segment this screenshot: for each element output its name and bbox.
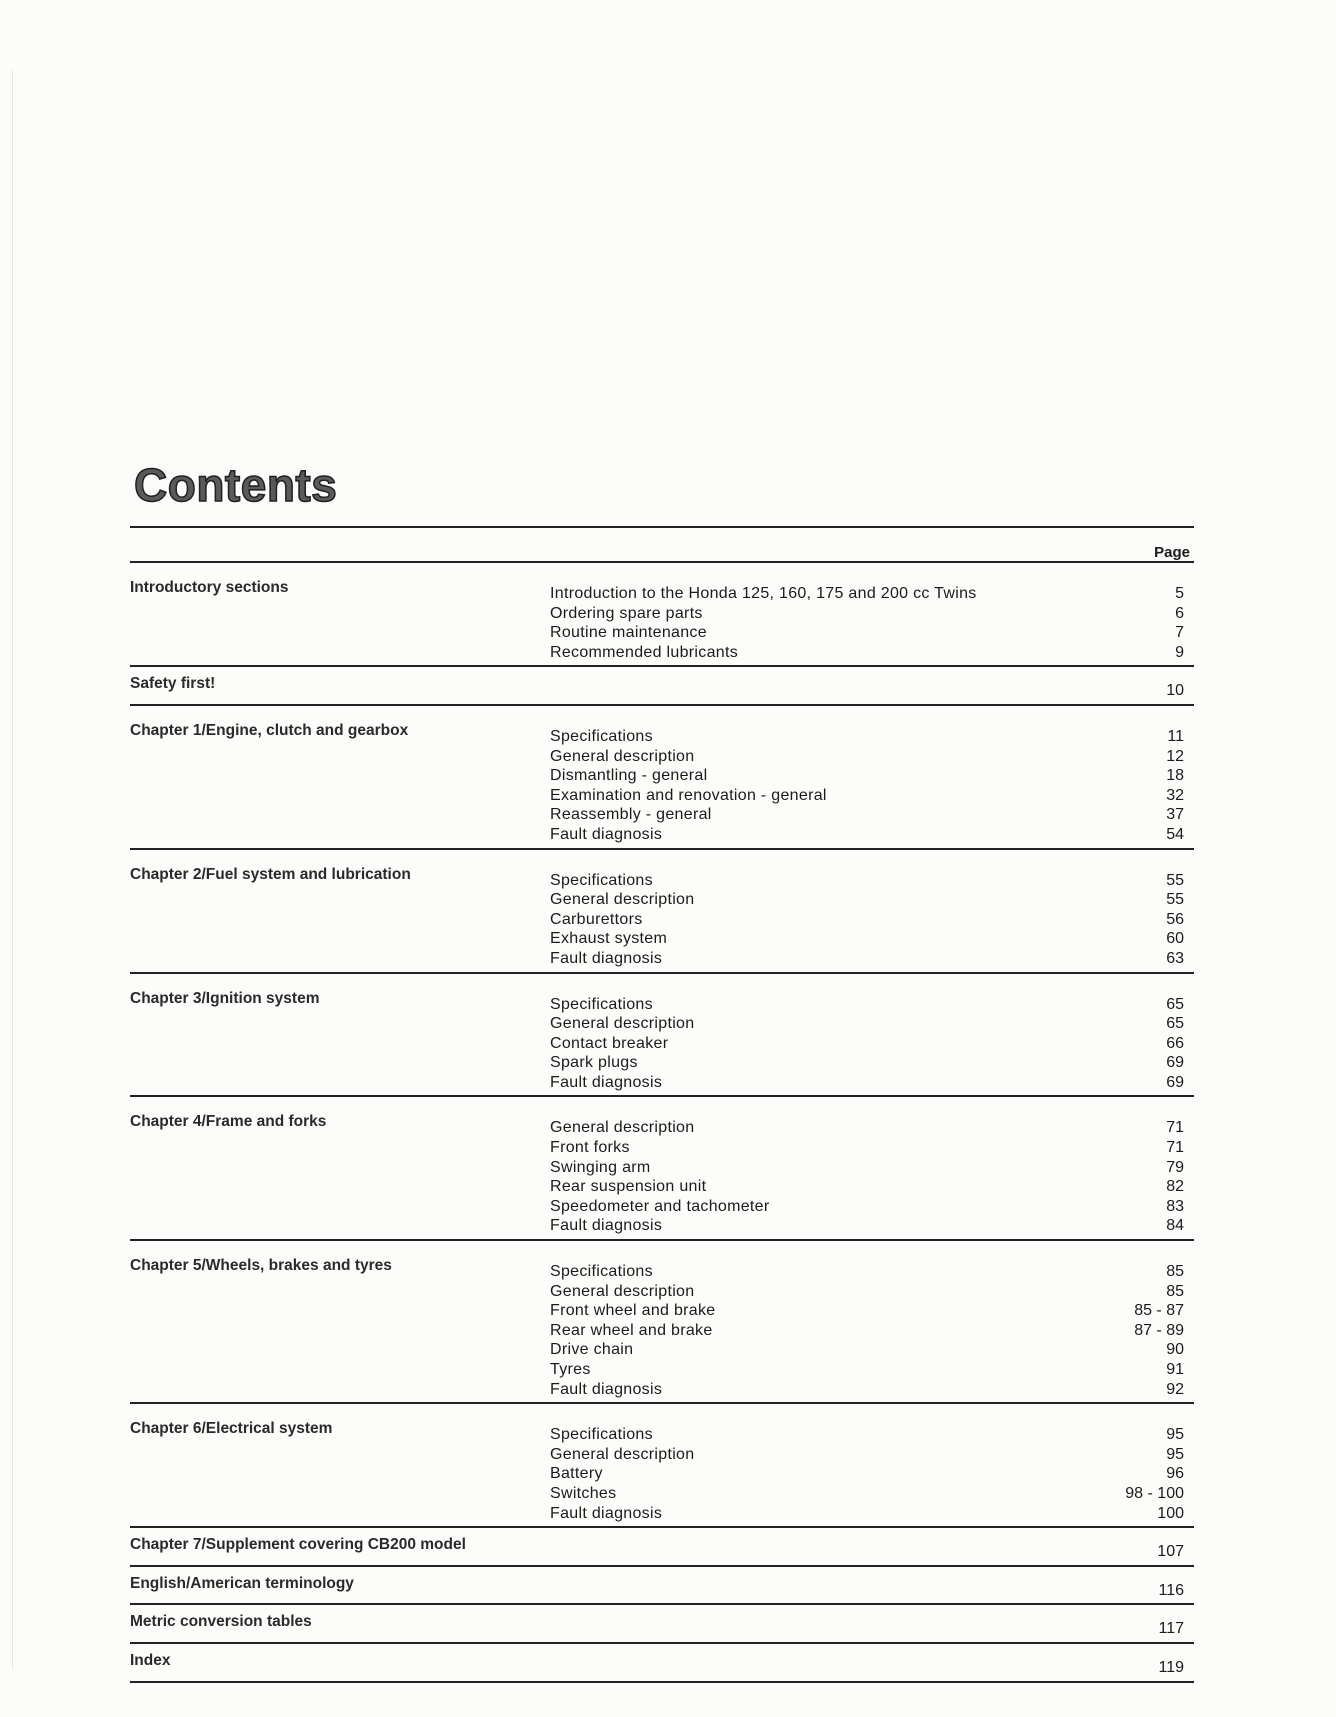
section-entries	[550, 667, 1044, 704]
toc-section	[130, 706, 1194, 850]
toc-entry-label: General description	[550, 1445, 695, 1463]
toc-entry-page: 11	[1167, 727, 1184, 745]
toc-entry-page: 9	[1175, 643, 1184, 661]
toc-entry-label: Exhaust system	[550, 930, 668, 948]
toc-entry-label: Swinging arm	[550, 1158, 651, 1176]
toc-entry-page: 79	[1166, 1158, 1184, 1176]
toc-entry-label: Specifications	[550, 995, 653, 1013]
toc-entry-label: Front forks	[550, 1139, 630, 1157]
toc-entry-label: Battery	[550, 1465, 603, 1483]
toc-entry-page: 91	[1166, 1361, 1184, 1378]
toc-entry-label: Specifications	[550, 1263, 653, 1281]
section-title: Safety first!	[130, 675, 216, 693]
toc-section	[130, 1097, 1194, 1241]
toc-entry-page: 84	[1166, 1217, 1184, 1235]
toc-entry-page: 63	[1166, 949, 1184, 967]
toc-section	[130, 1567, 1194, 1606]
section-page: 116	[1158, 1581, 1184, 1599]
toc-entry-label: Fault diagnosis	[550, 825, 663, 843]
toc-entry-page: 71	[1166, 1139, 1184, 1157]
section-page-numbers	[1044, 1644, 1194, 1681]
toc-entry-page: 55	[1166, 891, 1184, 909]
section-title: Introductory sections	[130, 579, 289, 596]
toc-entry-page: 5	[1175, 585, 1184, 602]
section-page-numbers	[1044, 1528, 1194, 1565]
section-title: Chapter 6/Electrical system	[130, 1420, 333, 1438]
toc-entry-page: 98 - 100	[1125, 1484, 1184, 1502]
toc-entry-label: Specifications	[550, 1426, 653, 1444]
section-title: Chapter 3/Ignition system	[130, 989, 320, 1007]
section-title: Chapter 5/Wheels, brakes and tyres	[130, 1257, 392, 1275]
section-entries	[550, 706, 1044, 848]
toc-entry-page: 83	[1166, 1197, 1184, 1215]
section-page: 117	[1158, 1620, 1184, 1638]
toc-entry-label: Fault diagnosis	[550, 949, 663, 967]
toc-entry-page: 54	[1166, 825, 1184, 843]
toc-entry-page: 32	[1166, 786, 1184, 804]
toc-section	[130, 1528, 1194, 1567]
toc-entry-page: 18	[1166, 767, 1184, 785]
toc-entry-label: Drive chain	[550, 1341, 634, 1359]
section-entries	[550, 1644, 1044, 1681]
page-column-header: Page	[1154, 544, 1190, 561]
section-title: Chapter 2/Fuel system and lubrication	[130, 865, 411, 883]
toc-sections	[130, 561, 1194, 1683]
toc-entry-page: 56	[1166, 910, 1184, 928]
toc-entry-label: Fault diagnosis	[550, 1504, 663, 1522]
toc-entry-page: 92	[1166, 1380, 1184, 1398]
section-page-numbers	[1044, 974, 1194, 1096]
toc-entry-page: 95	[1166, 1426, 1184, 1444]
toc-entry-label: General description	[550, 1015, 695, 1033]
contents-page	[130, 459, 1194, 1683]
toc-entry-page: 60	[1166, 930, 1184, 948]
section-page-numbers	[1044, 1404, 1194, 1526]
toc-entry-label: General description	[550, 1119, 695, 1137]
toc-entry-label: Front wheel and brake	[550, 1302, 716, 1320]
toc-entry-page: 55	[1166, 871, 1184, 889]
toc-section	[130, 563, 1194, 667]
section-page-numbers	[1044, 667, 1194, 704]
section-title: Metric conversion tables	[130, 1613, 312, 1631]
toc-entry-page: 95	[1166, 1445, 1184, 1463]
toc-entry-page: 82	[1166, 1178, 1184, 1196]
toc-section	[130, 974, 1194, 1098]
toc-entry-page: 7	[1175, 624, 1184, 642]
section-page: 10	[1166, 682, 1184, 700]
toc-entry-label: Speedometer and tachometer	[550, 1197, 770, 1215]
toc-entry-label: Specifications	[550, 871, 653, 889]
toc-entry-label: Reassembly - general	[550, 806, 712, 824]
toc-entry-label: Fault diagnosis	[550, 1073, 663, 1091]
toc-entry-label: Routine maintenance	[550, 624, 707, 642]
section-page-numbers	[1044, 1241, 1194, 1402]
toc-entry-label: Contact breaker	[550, 1034, 669, 1052]
toc-section	[130, 1644, 1194, 1683]
toc-entry-page: 96	[1166, 1465, 1184, 1483]
toc-entry-page: 66	[1166, 1034, 1184, 1052]
toc-entry-label: General description	[550, 747, 695, 765]
toc-section	[130, 667, 1194, 706]
section-entries	[550, 1097, 1044, 1239]
toc-entry-page: 12	[1166, 747, 1184, 765]
toc-section	[130, 1605, 1194, 1644]
toc-entry-page: 65	[1166, 1015, 1184, 1033]
toc-entry-page: 6	[1175, 604, 1184, 622]
toc-entry-label: Ordering spare parts	[550, 604, 703, 622]
toc-entry-label: Carburettors	[550, 910, 643, 928]
toc-entry-page: 69	[1166, 1073, 1184, 1091]
toc-entry-label: Switches	[550, 1484, 617, 1502]
toc-entry-page: 71	[1166, 1119, 1184, 1137]
toc-entry-label: Dismantling - general	[550, 767, 708, 785]
section-entries	[550, 974, 1044, 1096]
toc-entry-page: 69	[1166, 1054, 1184, 1072]
toc-entry-label: Rear wheel and brake	[550, 1321, 713, 1339]
section-page-numbers	[1044, 1567, 1194, 1604]
toc-entry-label: Fault diagnosis	[550, 1380, 663, 1398]
section-entries	[550, 850, 1044, 972]
toc-entry-page: 85	[1166, 1282, 1184, 1300]
section-page-numbers	[1044, 850, 1194, 972]
section-entries	[550, 563, 1044, 665]
section-page-numbers	[1044, 1097, 1194, 1239]
section-title: Chapter 4/Frame and forks	[130, 1113, 327, 1131]
section-title: Chapter 7/Supplement covering CB200 model	[130, 1536, 466, 1554]
section-entries	[550, 1404, 1044, 1526]
toc-entry-label: Specifications	[550, 727, 653, 745]
section-page-numbers	[1044, 563, 1194, 665]
toc-entry-page: 87 - 89	[1134, 1321, 1184, 1339]
section-page-numbers	[1044, 1605, 1194, 1642]
toc-entry-label: Recommended lubricants	[550, 643, 739, 661]
toc-entry-label: Examination and renovation - general	[550, 786, 827, 804]
toc-entry-label: General description	[550, 891, 695, 909]
toc-entry-page: 85 - 87	[1134, 1302, 1184, 1320]
toc-entry-page: 37	[1166, 806, 1184, 824]
toc-entry-page: 90	[1166, 1341, 1184, 1359]
section-entries	[550, 1567, 1044, 1604]
toc-entry-label: Fault diagnosis	[550, 1217, 663, 1235]
toc-section	[130, 1404, 1194, 1528]
toc-entry-label: Tyres	[550, 1361, 591, 1378]
section-title: Index	[130, 1651, 171, 1669]
section-entries	[550, 1605, 1044, 1642]
section-title: Chapter 1/Engine, clutch and gearbox	[130, 721, 409, 739]
page-title: Contents	[134, 459, 338, 511]
section-entries	[550, 1241, 1044, 1402]
page-edge-shadow	[12, 70, 13, 1670]
section-title: English/American terminology	[130, 1574, 354, 1592]
section-page: 107	[1157, 1543, 1184, 1561]
toc-entry-page: 100	[1157, 1504, 1184, 1522]
toc-section	[130, 1241, 1194, 1404]
toc-entry-label: Rear suspension unit	[550, 1178, 707, 1196]
toc-entry-label: Spark plugs	[550, 1054, 638, 1072]
section-page: 119	[1158, 1658, 1184, 1676]
toc-entry-page: 85	[1166, 1263, 1184, 1281]
section-entries	[550, 1528, 1044, 1565]
toc-section	[130, 850, 1194, 974]
toc-entry-label: General description	[550, 1282, 695, 1300]
section-page-numbers	[1044, 706, 1194, 848]
toc-entry-label: Introduction to the Honda 125, 160, 175 and 200 cc Twins	[550, 585, 977, 602]
toc-entry-page: 65	[1166, 995, 1184, 1013]
